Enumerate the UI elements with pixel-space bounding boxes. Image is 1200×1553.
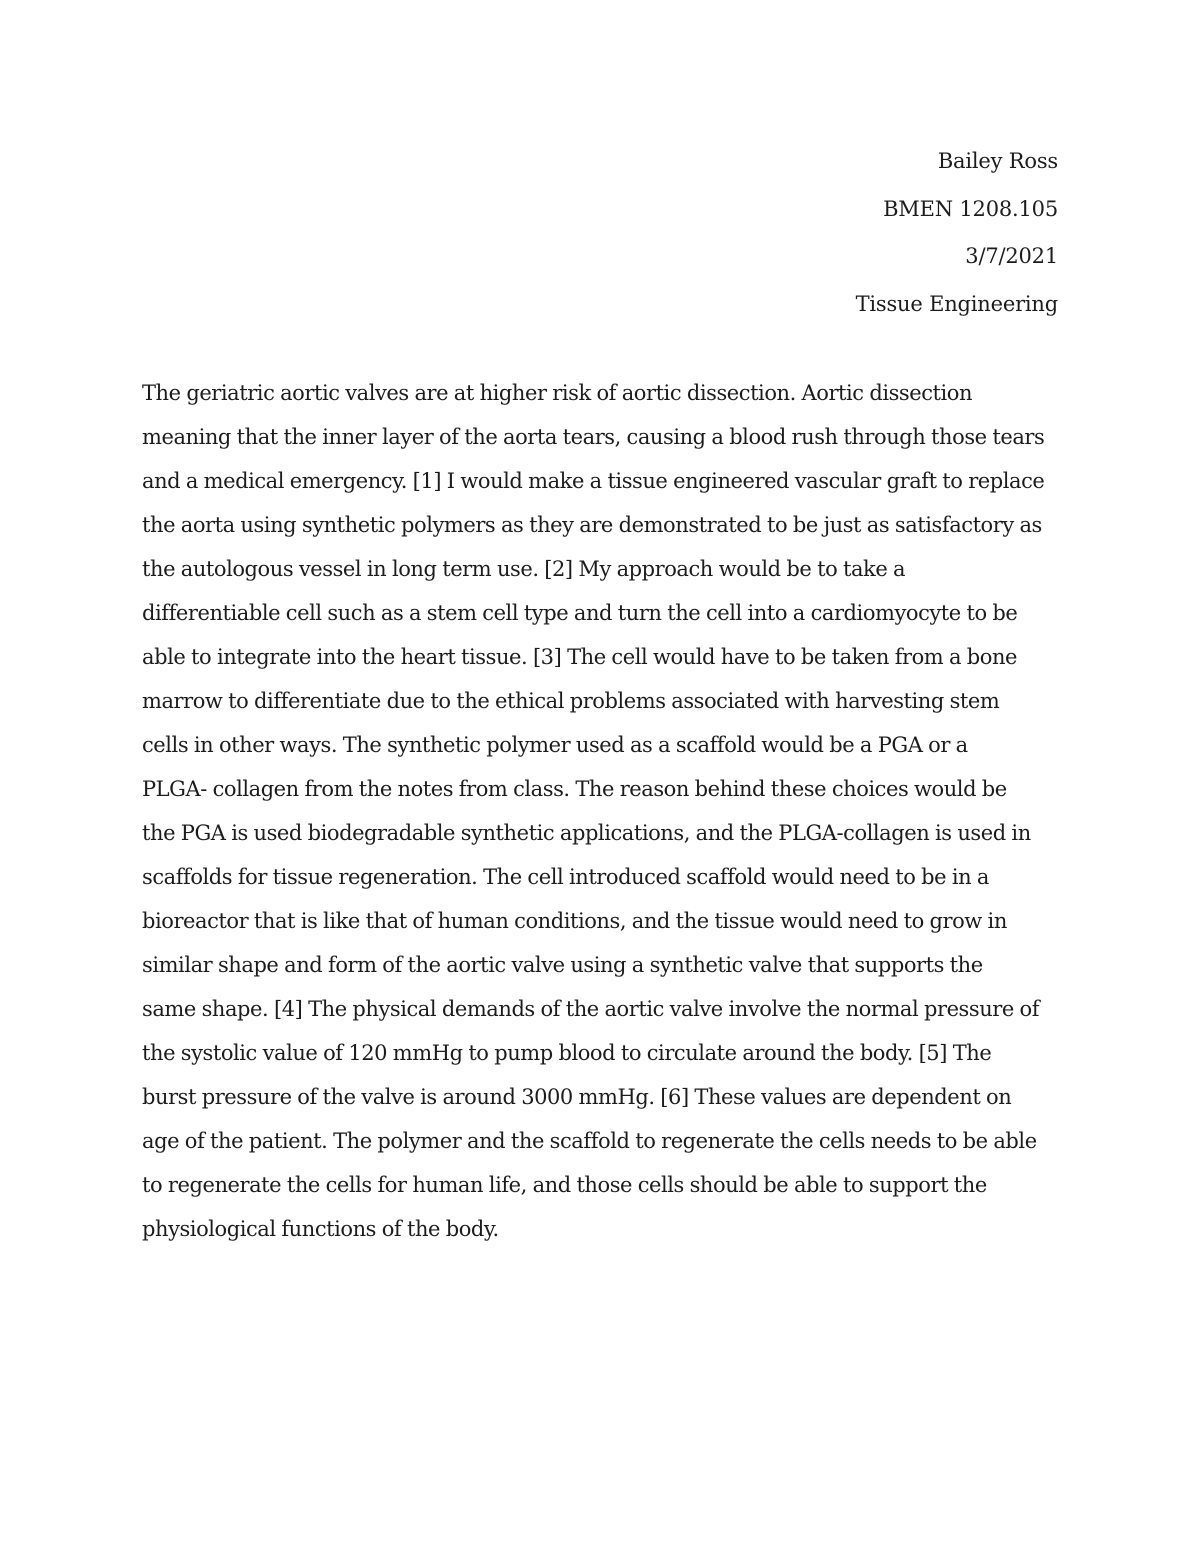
body-line: same shape. [4] The physical demands of the aortic valve involve the normal pressure of: [142, 997, 1040, 1021]
document-date: 3/7/2021: [965, 244, 1058, 268]
document-header: [856, 138, 1058, 328]
body-line: the PGA is used biodegradable synthetic applications, and the PLGA-collagen is used in: [142, 821, 1031, 845]
body-line: to regenerate the cells for human life, and those cells should be able to support the: [142, 1173, 987, 1197]
body-line: bioreactor that is like that of human conditions, and the tissue would need to grow in: [142, 909, 1007, 933]
body-line: burst pressure of the valve is around 3000 mmHg. [6] These values are dependent on: [142, 1085, 1012, 1109]
body-line: meaning that the inner layer of the aorta tears, causing a blood rush through those tears: [142, 425, 1045, 449]
document-topic: Tissue Engineering: [855, 291, 1058, 316]
body-paragraph: [142, 371, 1062, 1251]
body-line: similar shape and form of the aortic valve using a synthetic valve that supports the: [142, 953, 983, 977]
body-line: PLGA- collagen from the notes from class. The reason behind these choices would be: [142, 777, 1007, 801]
body-line: differentiable cell such as a stem cell type and turn the cell into a cardiomyocyte to be: [142, 601, 1018, 625]
body-line: The geriatric aortic valves are at higher risk of aortic dissection. Aortic dissection: [142, 381, 973, 405]
author-name: Bailey Ross: [937, 149, 1058, 173]
body-line: able to integrate into the heart tissue. [3] The cell would have to be taken from a bone: [142, 645, 1018, 669]
body-line: the autologous vessel in long term use. [2] My approach would be to take a: [142, 557, 906, 581]
body-line: marrow to differentiate due to the ethical problems associated with harvesting stem: [142, 689, 1000, 713]
body-line: cells in other ways. The synthetic polymer used as a scaffold would be a PGA or a: [142, 733, 968, 757]
body-line: age of the patient. The polymer and the scaffold to regenerate the cells needs to be able: [142, 1129, 1037, 1153]
course-code: BMEN 1208.105: [883, 196, 1058, 221]
body-line: the systolic value of 120 mmHg to pump blood to circulate around the body. [5] The: [142, 1041, 992, 1065]
body-line: physiological functions of the body.: [142, 1217, 499, 1241]
body-line: the aorta using synthetic polymers as they are demonstrated to be just as satisfactory as: [142, 513, 1042, 537]
body-line: scaffolds for tissue regeneration. The cell introduced scaffold would need to be in a: [142, 865, 989, 889]
body-line: and a medical emergency. [1] I would make a tissue engineered vascular graft to replace: [142, 469, 1045, 493]
